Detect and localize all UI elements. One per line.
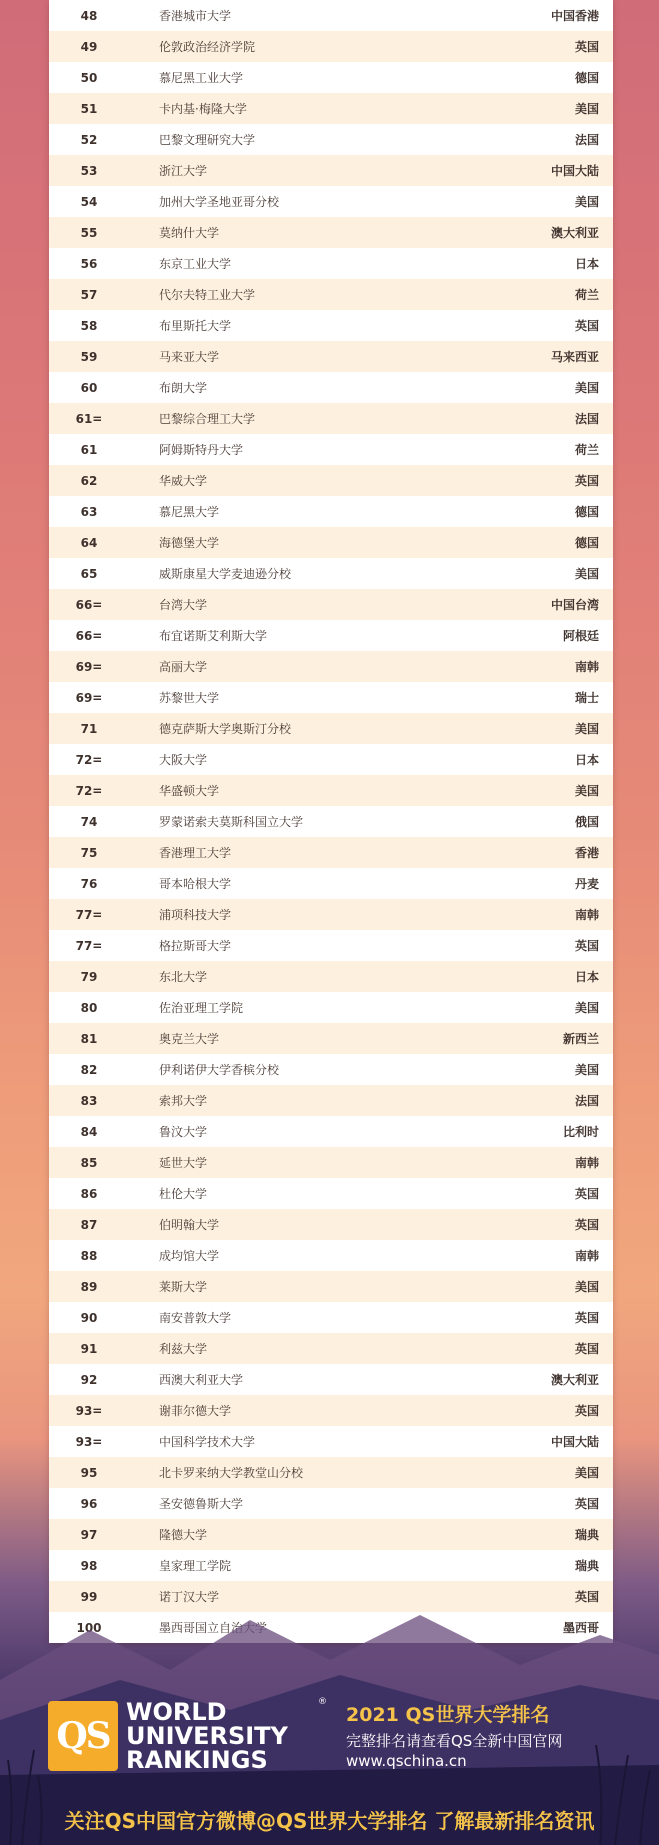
country-cell: 英国: [574, 40, 599, 54]
country-cell: 英国: [574, 319, 599, 333]
rank-cell: 71: [80, 721, 98, 736]
university-name-cell: 佐治亚理工学院: [159, 1001, 244, 1015]
rank-cell: 64: [80, 535, 98, 550]
logo-word-world: WORLD: [126, 1698, 227, 1726]
university-name-cell: 香港城市大学: [159, 9, 232, 23]
university-name-cell: 巴黎文理研究大学: [159, 133, 256, 147]
rank-cell: 61: [80, 442, 98, 457]
university-name-cell: 哥本哈根大学: [159, 877, 232, 891]
country-cell: 中国台湾: [550, 598, 599, 612]
rank-cell: 100: [76, 1620, 102, 1635]
rank-cell: 77=: [75, 938, 103, 953]
table-row: [49, 248, 613, 279]
table-row: [49, 589, 613, 620]
table-row: [49, 1116, 613, 1147]
university-name-cell: 莫纳什大学: [159, 226, 220, 240]
table-row: [49, 434, 613, 465]
rank-cell: 60: [80, 380, 98, 395]
table-row: [49, 620, 613, 651]
rank-cell: 61=: [75, 411, 103, 426]
table-row: [49, 682, 613, 713]
university-name-cell: 皇家理工学院: [159, 1559, 232, 1573]
rank-cell: 66=: [75, 597, 103, 612]
country-cell: 美国: [574, 784, 599, 798]
country-cell: 南韩: [574, 908, 599, 922]
university-name-cell: 高丽大学: [159, 660, 208, 674]
country-cell: 澳大利亚: [550, 226, 599, 240]
table-row: [49, 1178, 613, 1209]
table-row: [49, 713, 613, 744]
table-row: [49, 124, 613, 155]
table-row: [49, 496, 613, 527]
rank-cell: 97: [80, 1527, 98, 1542]
university-name-cell: 苏黎世大学: [159, 691, 220, 705]
table-row: [49, 186, 613, 217]
university-name-cell: 布里斯托大学: [159, 319, 232, 333]
country-cell: 澳大利亚: [550, 1373, 599, 1387]
table-row: [49, 62, 613, 93]
table-row: [49, 1457, 613, 1488]
rank-cell: 51: [80, 101, 98, 116]
university-name-cell: 隆德大学: [159, 1528, 208, 1542]
table-row: [49, 465, 613, 496]
table-row: [49, 0, 613, 31]
country-cell: 新西兰: [562, 1032, 599, 1046]
promo-url[interactable]: www.qschina.cn: [346, 1752, 467, 1770]
university-name-cell: 阿姆斯特丹大学: [159, 443, 244, 457]
country-cell: 马来西亚: [550, 350, 599, 364]
university-name-cell: 威斯康星大学麦迪逊分校: [159, 567, 292, 581]
table-row: [49, 93, 613, 124]
university-name-cell: 罗蒙诺索夫莫斯科国立大学: [159, 815, 304, 829]
university-name-cell: 伦敦政治经济学院: [159, 40, 256, 54]
university-name-cell: 巴黎综合理工大学: [159, 412, 256, 426]
country-cell: 美国: [574, 102, 599, 116]
rank-cell: 56: [80, 256, 98, 271]
country-cell: 英国: [574, 1187, 599, 1201]
table-row: [49, 341, 613, 372]
table-row: [49, 527, 613, 558]
country-cell: 中国香港: [550, 9, 599, 23]
country-cell: 丹麦: [574, 877, 599, 891]
rank-cell: 84: [80, 1124, 98, 1139]
university-name-cell: 慕尼黑工业大学: [159, 71, 244, 85]
university-name-cell: 慕尼黑大学: [159, 505, 220, 519]
university-name-cell: 马来亚大学: [159, 350, 220, 364]
table-row: [49, 403, 613, 434]
table-row: [49, 1023, 613, 1054]
registered-mark: ®: [318, 1697, 327, 1707]
rank-cell: 74: [80, 814, 98, 829]
table-row: [49, 992, 613, 1023]
country-cell: 阿根廷: [562, 629, 599, 643]
country-cell: 英国: [574, 1311, 599, 1325]
university-name-cell: 中国科学技术大学: [159, 1435, 256, 1449]
country-cell: 荷兰: [574, 443, 599, 457]
table-row: [49, 899, 613, 930]
rank-cell: 55: [80, 225, 98, 240]
rank-cell: 57: [80, 287, 98, 302]
country-cell: 美国: [574, 195, 599, 209]
university-name-cell: 北卡罗来纳大学教堂山分校: [159, 1466, 304, 1480]
country-cell: 德国: [574, 71, 599, 85]
rank-cell: 96: [80, 1496, 98, 1511]
rank-cell: 92: [80, 1372, 98, 1387]
university-name-cell: 诺丁汉大学: [159, 1590, 220, 1604]
table-row: [49, 806, 613, 837]
rank-cell: 77=: [75, 907, 103, 922]
rank-cell: 99: [80, 1589, 98, 1604]
university-name-cell: 墨西哥国立自治大学: [159, 1621, 268, 1635]
rank-cell: 83: [80, 1093, 98, 1108]
university-name-cell: 南安普敦大学: [159, 1311, 232, 1325]
country-cell: 美国: [574, 381, 599, 395]
rank-cell: 62: [80, 473, 98, 488]
university-name-cell: 东北大学: [159, 970, 208, 984]
rank-cell: 91: [80, 1341, 98, 1356]
rank-cell: 81: [80, 1031, 98, 1046]
rank-cell: 89: [80, 1279, 98, 1294]
university-name-cell: 加州大学圣地亚哥分校: [159, 195, 280, 209]
university-name-cell: 布朗大学: [159, 381, 208, 395]
table-row: [49, 775, 613, 806]
country-cell: 德国: [574, 505, 599, 519]
table-row: [49, 961, 613, 992]
country-cell: 日本: [574, 257, 599, 271]
rank-cell: 72=: [75, 783, 103, 798]
table-row: [49, 930, 613, 961]
country-cell: 英国: [574, 1218, 599, 1232]
rank-cell: 86: [80, 1186, 98, 1201]
university-name-cell: 利兹大学: [159, 1342, 208, 1356]
university-name-cell: 伯明翰大学: [159, 1218, 220, 1232]
country-cell: 美国: [574, 1280, 599, 1294]
university-name-cell: 杜伦大学: [159, 1187, 208, 1201]
table-row: [49, 279, 613, 310]
table-row: [49, 310, 613, 341]
university-name-cell: 华威大学: [159, 474, 208, 488]
rank-cell: 93=: [75, 1403, 103, 1418]
rank-cell: 75: [80, 845, 98, 860]
rank-cell: 80: [80, 1000, 98, 1015]
table-row: [49, 217, 613, 248]
university-name-cell: 圣安德鲁斯大学: [159, 1497, 244, 1511]
table-row: [49, 744, 613, 775]
rank-cell: 69=: [75, 659, 103, 674]
university-name-cell: 成均馆大学: [159, 1249, 220, 1263]
rank-cell: 48: [80, 8, 98, 23]
rank-cell: 98: [80, 1558, 98, 1573]
qs-logo: [48, 1700, 288, 1772]
university-name-cell: 浙江大学: [159, 164, 208, 178]
rank-cell: 50: [80, 70, 98, 85]
country-cell: 英国: [574, 1590, 599, 1604]
university-name-cell: 奥克兰大学: [159, 1032, 220, 1046]
rank-cell: 76: [80, 876, 98, 891]
table-row: [49, 1147, 613, 1178]
logo-word-rankings: RANKINGS: [126, 1746, 268, 1774]
country-cell: 南韩: [574, 1249, 599, 1263]
university-name-cell: 谢菲尔德大学: [159, 1404, 232, 1418]
country-cell: 俄国: [574, 815, 599, 829]
table-row: [49, 1395, 613, 1426]
country-cell: 美国: [574, 1063, 599, 1077]
table-row: [49, 558, 613, 589]
table-row: [49, 1302, 613, 1333]
rank-cell: 69=: [75, 690, 103, 705]
rank-cell: 53: [80, 163, 98, 178]
rank-cell: 93=: [75, 1434, 103, 1449]
table-row: [49, 372, 613, 403]
promo-title: 2021 QS世界大学排名: [346, 1704, 550, 1726]
promo-block: [346, 1700, 562, 1771]
university-name-cell: 浦项科技大学: [159, 908, 232, 922]
table-row: [49, 651, 613, 682]
table-row: [49, 1488, 613, 1519]
country-cell: 中国大陆: [550, 1435, 599, 1449]
footer-text: 关注QS中国官方微博@QS世界大学排名 了解最新排名资讯: [64, 1809, 595, 1833]
university-name-cell: 布宜诺斯艾利斯大学: [159, 629, 268, 643]
country-cell: 美国: [574, 567, 599, 581]
university-name-cell: 卡内基·梅隆大学: [159, 102, 247, 116]
table-row: [49, 1364, 613, 1395]
university-name-cell: 伊利诺伊大学香槟分校: [159, 1063, 280, 1077]
country-cell: 日本: [574, 753, 599, 767]
table-row: [49, 31, 613, 62]
table-row: [49, 837, 613, 868]
country-cell: 香港: [574, 846, 599, 860]
rank-cell: 82: [80, 1062, 98, 1077]
country-cell: 英国: [574, 939, 599, 953]
rank-cell: 54: [80, 194, 98, 209]
rank-cell: 58: [80, 318, 98, 333]
logo-word-university: UNIVERSITY: [126, 1722, 288, 1750]
table-row: [49, 1519, 613, 1550]
rank-cell: 65: [80, 566, 98, 581]
university-name-cell: 西澳大利亚大学: [159, 1373, 244, 1387]
country-cell: 德国: [574, 536, 599, 550]
logo-wordmark: [126, 1700, 288, 1772]
table-row: [49, 868, 613, 899]
rank-cell: 85: [80, 1155, 98, 1170]
country-cell: 瑞典: [574, 1559, 599, 1573]
country-cell: 中国大陆: [550, 164, 599, 178]
rank-cell: 49: [80, 39, 98, 54]
rank-cell: 95: [80, 1465, 98, 1480]
university-name-cell: 东京工业大学: [159, 257, 232, 271]
country-cell: 法国: [574, 1094, 599, 1108]
university-name-cell: 海德堡大学: [159, 536, 220, 550]
country-cell: 美国: [574, 1466, 599, 1480]
promo-line: 完整排名请查看QS全新中国官网: [346, 1732, 563, 1750]
rank-cell: 63: [80, 504, 98, 519]
table-row: [49, 1333, 613, 1364]
ranking-table: [49, 0, 613, 1643]
country-cell: 英国: [574, 1342, 599, 1356]
table-row: [49, 1209, 613, 1240]
university-name-cell: 莱斯大学: [159, 1280, 208, 1294]
table-row: [49, 155, 613, 186]
rank-cell: 59: [80, 349, 98, 364]
university-name-cell: 索邦大学: [159, 1094, 208, 1108]
table-row: [49, 1240, 613, 1271]
country-cell: 英国: [574, 1404, 599, 1418]
rank-cell: 72=: [75, 752, 103, 767]
university-name-cell: 格拉斯哥大学: [159, 939, 232, 953]
rank-cell: 87: [80, 1217, 98, 1232]
country-cell: 瑞士: [574, 691, 599, 705]
country-cell: 美国: [574, 1001, 599, 1015]
rank-cell: 79: [80, 969, 98, 984]
country-cell: 英国: [574, 474, 599, 488]
country-cell: 日本: [574, 970, 599, 984]
country-cell: 法国: [574, 412, 599, 426]
university-name-cell: 代尔夫特工业大学: [159, 288, 256, 302]
rank-cell: 88: [80, 1248, 98, 1263]
country-cell: 南韩: [574, 1156, 599, 1170]
country-cell: 美国: [574, 722, 599, 736]
university-name-cell: 华盛顿大学: [159, 784, 220, 798]
country-cell: 法国: [574, 133, 599, 147]
country-cell: 英国: [574, 1497, 599, 1511]
table-row: [49, 1085, 613, 1116]
country-cell: 比利时: [562, 1125, 599, 1139]
country-cell: 墨西哥: [562, 1621, 599, 1635]
table-row: [49, 1054, 613, 1085]
table-row: [49, 1426, 613, 1457]
country-cell: 南韩: [574, 660, 599, 674]
university-name-cell: 大阪大学: [159, 753, 208, 767]
university-name-cell: 台湾大学: [159, 598, 208, 612]
university-name-cell: 鲁汶大学: [159, 1125, 208, 1139]
qs-badge: QS: [48, 1701, 118, 1771]
university-name-cell: 德克萨斯大学奥斯汀分校: [159, 722, 292, 736]
table-row: [49, 1271, 613, 1302]
rank-cell: 90: [80, 1310, 98, 1325]
university-name-cell: 香港理工大学: [159, 846, 232, 860]
rank-cell: 52: [80, 132, 98, 147]
country-cell: 荷兰: [574, 288, 599, 302]
rank-cell: 66=: [75, 628, 103, 643]
country-cell: 瑞典: [574, 1528, 599, 1542]
university-name-cell: 延世大学: [159, 1156, 208, 1170]
